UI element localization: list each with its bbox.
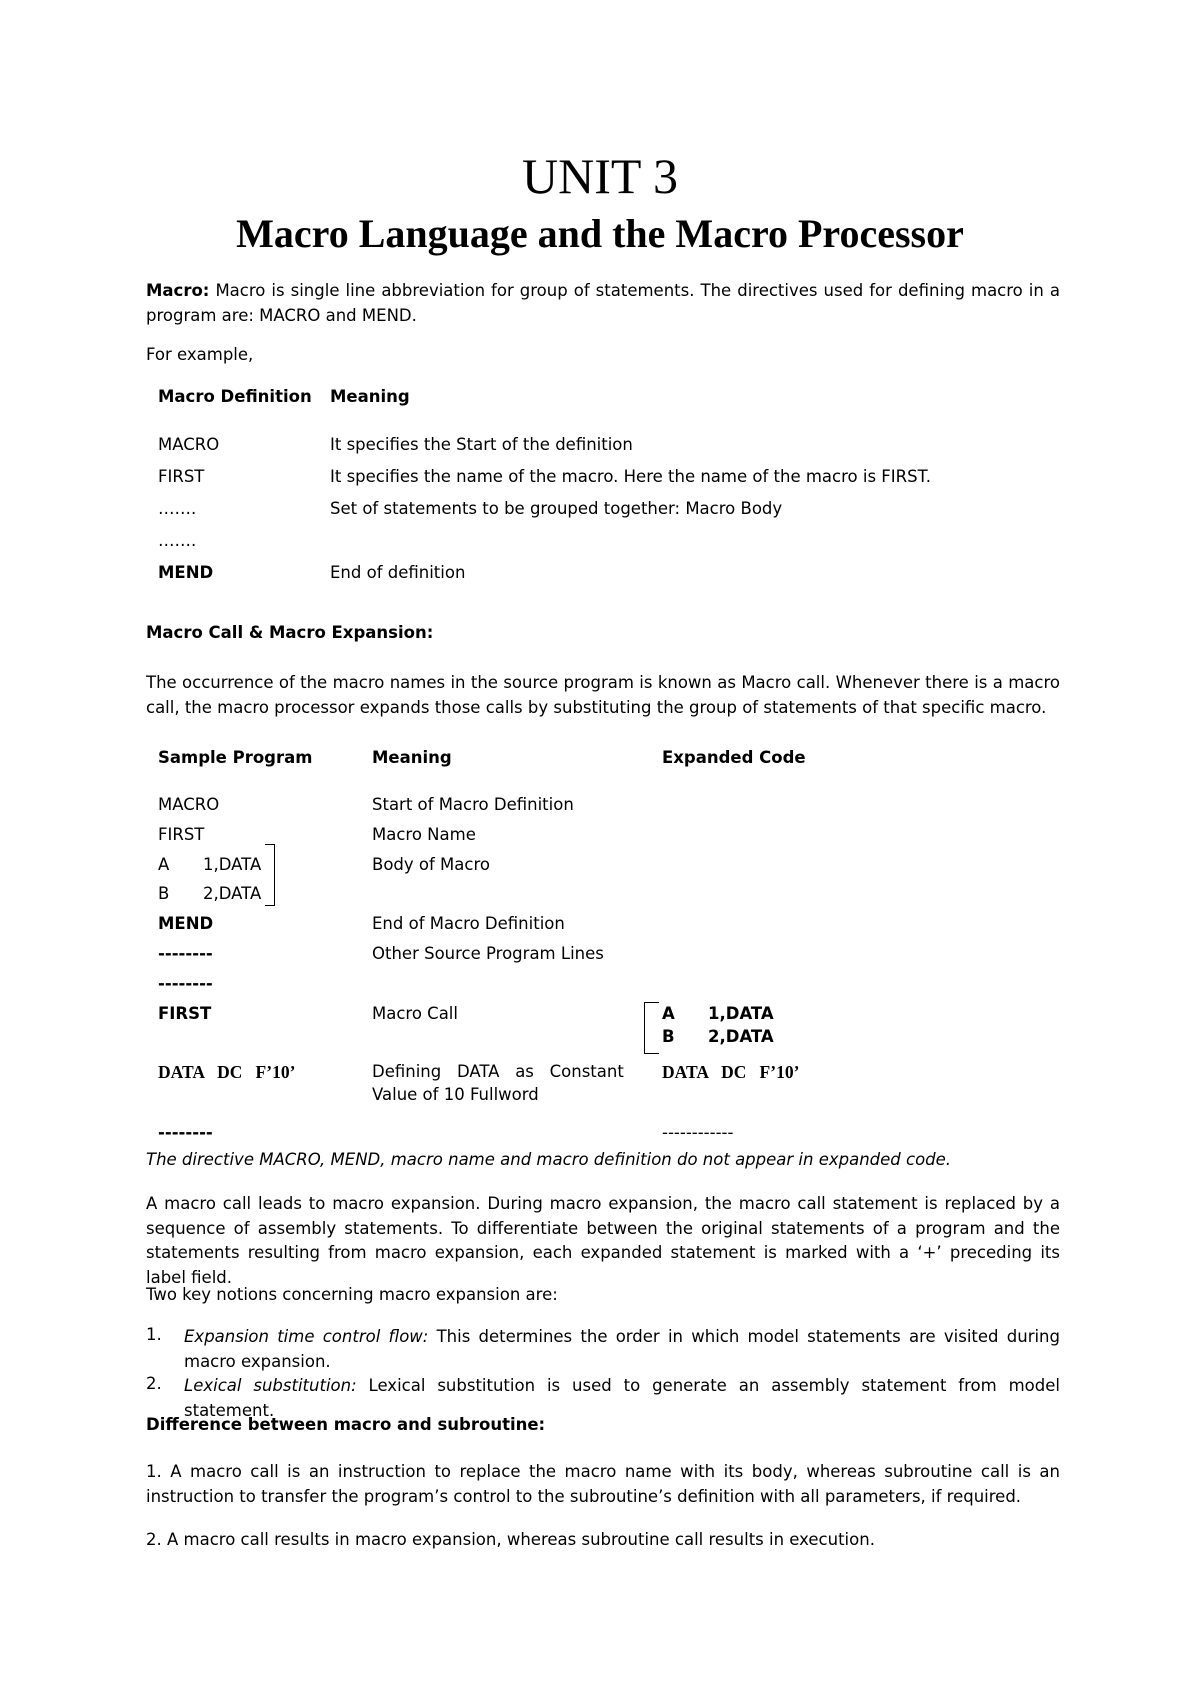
expanded-line: DATA DC F’10’ xyxy=(662,1062,800,1082)
expanded-op: B xyxy=(662,1027,675,1046)
definition-code: ……. xyxy=(158,499,197,518)
notions-intro: Two key notions concerning macro expansion are: xyxy=(146,1285,558,1304)
expanded-line: ------------ xyxy=(662,1123,734,1142)
sample-program-line: MEND xyxy=(158,914,214,933)
difference-item: 2. A macro call results in macro expansion, whereas subroutine call results in execution. xyxy=(146,1530,875,1549)
sample-header-meaning: Meaning xyxy=(372,748,452,767)
difference-heading: Difference between macro and subroutine: xyxy=(146,1415,546,1434)
list-number: 2. xyxy=(146,1374,162,1393)
difference-item: 1. A macro call is an instruction to replace the macro name with its body, whereas subroutine call is an instruction to transfer the program’s control to the subroutine’s definition with all parameters, if required. xyxy=(146,1462,1060,1506)
definition-header-meaning: Meaning xyxy=(330,387,410,406)
definition-code: ……. xyxy=(158,531,197,550)
expanded-bracket xyxy=(644,1002,659,1054)
sample-meaning: Start of Macro Definition xyxy=(372,795,574,814)
sample-meaning: Macro Call xyxy=(372,1004,458,1023)
sample-meaning-continued: Value of 10 Fullword xyxy=(372,1085,539,1104)
sample-header-program: Sample Program xyxy=(158,748,313,767)
macro-call-heading: Macro Call & Macro Expansion: xyxy=(146,623,434,642)
expanded-op: A xyxy=(662,1004,675,1023)
sample-meaning: Macro Name xyxy=(372,825,476,844)
sample-header-expanded: Expanded Code xyxy=(662,748,806,767)
sample-meaning: Defining DATA as Constant xyxy=(372,1062,624,1081)
sample-meaning: End of Macro Definition xyxy=(372,914,565,933)
sample-program-line: FIRST xyxy=(158,825,205,844)
expansion-note: The directive MACRO, MEND, macro name and macro definition do not appear in expanded code. xyxy=(146,1150,952,1169)
list-item-text: This determines the order in which model statements are visited during macro expansion. xyxy=(184,1327,1060,1371)
sample-program-line: DATA DC F’10’ xyxy=(158,1062,296,1082)
sample-program-line: FIRST xyxy=(158,1004,212,1023)
list-number: 1. xyxy=(146,1325,162,1344)
sample-program-arg: 1,DATA xyxy=(203,855,262,874)
sample-meaning: Other Source Program Lines xyxy=(372,944,604,963)
definition-meaning: End of definition xyxy=(330,563,466,582)
definition-meaning: It specifies the name of the macro. Here the name of the macro is FIRST. xyxy=(330,467,931,486)
sample-program-line: -------- xyxy=(158,944,213,963)
list-item-term: Lexical substitution: xyxy=(184,1376,357,1395)
definition-meaning: Set of statements to be grouped together: Macro Body xyxy=(330,499,783,518)
macro-definition-text: Macro is single line abbreviation for group of statements. The directives used for defining macro in a program are: MACRO and MEND. xyxy=(146,281,1060,325)
sample-program-arg: 2,DATA xyxy=(203,884,262,903)
unit-heading: UNIT 3 xyxy=(521,148,678,204)
list-item-text: Lexical substitution is used to generate an assembly statement from model statement. xyxy=(184,1376,1060,1420)
sample-program-line: MACRO xyxy=(158,795,220,814)
intro-paragraph xyxy=(146,279,1060,328)
sample-program-line: -------- xyxy=(158,974,213,993)
definition-code: MEND xyxy=(158,563,214,582)
for-example-label: For example, xyxy=(146,345,254,364)
list-item xyxy=(184,1325,1060,1374)
definition-header-code: Macro Definition xyxy=(158,387,312,406)
sample-meaning: Body of Macro xyxy=(372,855,490,874)
list-item-term: Expansion time control flow: xyxy=(184,1327,429,1346)
sample-program-op: B xyxy=(158,884,170,903)
macro-term: Macro: xyxy=(146,281,210,300)
sample-program-line: -------- xyxy=(158,1123,213,1142)
sample-program-op: A xyxy=(158,855,170,874)
definition-meaning: It specifies the Start of the definition xyxy=(330,435,633,454)
definition-code: FIRST xyxy=(158,467,205,486)
page-title: Macro Language and the Macro Processor xyxy=(236,211,964,256)
macro-call-paragraph: The occurrence of the macro names in the source program is known as Macro call. Whenever there is a macro call, the macro processor expands those calls by substituting the group of statements of that specific macro. xyxy=(146,673,1060,717)
definition-code: MACRO xyxy=(158,435,220,454)
body-bracket xyxy=(265,844,275,906)
expanded-arg: 1,DATA xyxy=(708,1004,774,1023)
expansion-paragraph: A macro call leads to macro expansion. During macro expansion, the macro call statement is replaced by a sequence of assembly statements. To differentiate between the original statements of a program and the statements resulting from macro expansion, each expanded statement is marked with a ‘+’ preceding its label field. xyxy=(146,1194,1060,1287)
expanded-arg: 2,DATA xyxy=(708,1027,774,1046)
